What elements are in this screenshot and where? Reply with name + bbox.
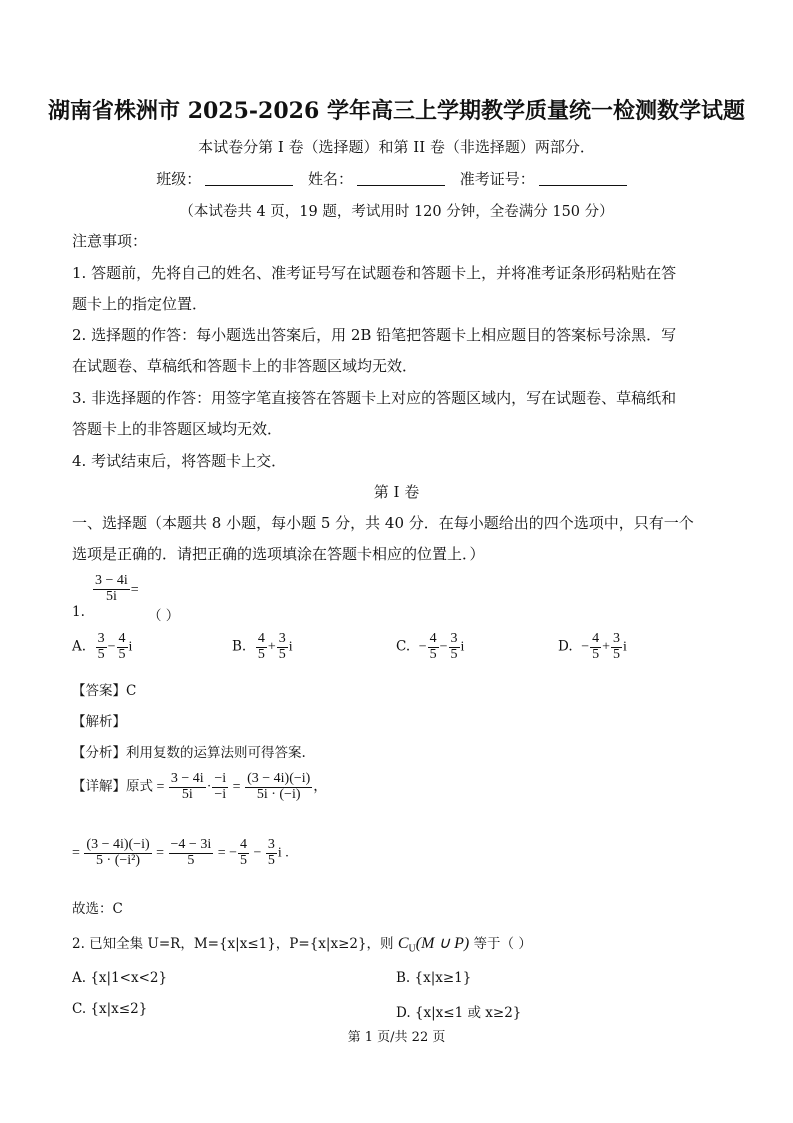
class-label: 班级： xyxy=(156,170,202,188)
note-1a: 1. 答题前，先将自己的姓名、准考证号写在试题卷和答题卡上，并将准考证条形码粘贴在答 xyxy=(72,264,677,282)
student-fields xyxy=(0,168,793,189)
q1-answer-paren: （ ） xyxy=(148,608,180,624)
q1-option-d[interactable]: D. − $\frac{4}{5}$ + $\frac{3}{5}$ i xyxy=(558,631,627,662)
notes-title: 注意事项： xyxy=(72,232,148,250)
part1-instruction-a: 一、选择题（本题共 8 小题，每小题 5 分，共 40 分．在每小题给出的四个选项中，只有一个 xyxy=(72,514,694,532)
note-3b: 答题卡上的非答题区域均无效． xyxy=(72,420,283,438)
note-2b: 在试题卷、草稿纸和答题卡上的非答题区域均无效． xyxy=(72,357,418,375)
document-title: 湖南省株洲市 2025-2026 学年高三上学期教学质量统一检测数学试题 xyxy=(48,98,745,124)
q1-option-b[interactable]: B. $\frac{4}{5}$ + $\frac{3}{5}$ i xyxy=(232,631,293,662)
q1-option-a[interactable]: A. $\frac{3}{5}$ − $\frac{4}{5}$ i xyxy=(72,631,133,662)
q1-detail-line1: 【详解】原式 = $\frac{3 - 4i}{5i}$ · $\frac{-i}{-i}$ = $\frac{(3 - 4i)(-i)}{5i \cdot (-i)}$ ， xyxy=(72,771,328,802)
part1-instruction-b: 选项是正确的．请把正确的选项填涂在答题卡相应的位置上．） xyxy=(72,545,485,563)
q2-option-a[interactable]: A. {x|1<x<2} xyxy=(72,970,168,986)
page-footer: 第 1 页/共 22 页 xyxy=(347,1030,446,1045)
id-label: 准考证号： xyxy=(459,170,535,188)
note-2a: 2. 选择题的作答：每小题选出答案后，用 2B 铅笔把答题卡上相应题目的答案标号涂黑．写 xyxy=(72,326,677,344)
q2-option-d[interactable]: D. {x|x≤1 或 x≥2} xyxy=(396,1005,522,1021)
note-4: 4. 考试结束后，将答题卡上交． xyxy=(72,452,287,470)
q1-detail-line2: = $\frac{(3 - 4i)(-i)}{\text{5 · (−i²)}}$ = $\frac{-4 - 3i}{5}$ = − $\frac{4}{5}$ − $\frac{3}{5}$ i . xyxy=(72,837,289,868)
note-1b: 题卡上的指定位置． xyxy=(72,295,208,313)
q1-analysis-tag: 【解析】 xyxy=(72,714,126,730)
exam-subtitle: 本试卷分第 I 卷（选择题）和第 II 卷（非选择题）两部分． xyxy=(198,138,595,156)
q1-number: 1. xyxy=(72,604,85,620)
q1-option-c[interactable]: C. − $\frac{4}{5}$ − $\frac{3}{5}$ i xyxy=(396,631,465,662)
id-blank[interactable] xyxy=(539,171,627,186)
q1-stem-fraction: $\frac{3 - 4i}{5i}$ = xyxy=(95,573,139,604)
name-label: 姓名： xyxy=(307,170,353,188)
note-3a: 3. 非选择题的作答：用签字笔直接答在答题卡上对应的答题区域内，写在试题卷、草稿纸和 xyxy=(72,389,677,407)
q2-option-b[interactable]: B. {x|x≥1} xyxy=(396,970,472,986)
q2-stem: 2. 已知全集 U=R，M={x|x≤1}，P={x|x≥2}，则 $C_U(M$ ∪ P) 等于（ ） xyxy=(72,935,532,955)
section-heading: 第 I 卷 xyxy=(373,483,420,501)
class-blank[interactable] xyxy=(205,171,293,186)
q2-option-c[interactable]: C. {x|x≤2} xyxy=(72,1001,148,1017)
q1-conclusion: 故选：C xyxy=(72,901,123,917)
exam-info: （本试卷共 4 页，19 题，考试用时 120 分钟，全卷满分 150 分） xyxy=(179,204,614,220)
q1-fenxi: 【分析】利用复数的运算法则可得答案. xyxy=(72,745,306,761)
q1-answer: 【答案】C xyxy=(72,683,137,699)
name-blank[interactable] xyxy=(357,171,445,186)
